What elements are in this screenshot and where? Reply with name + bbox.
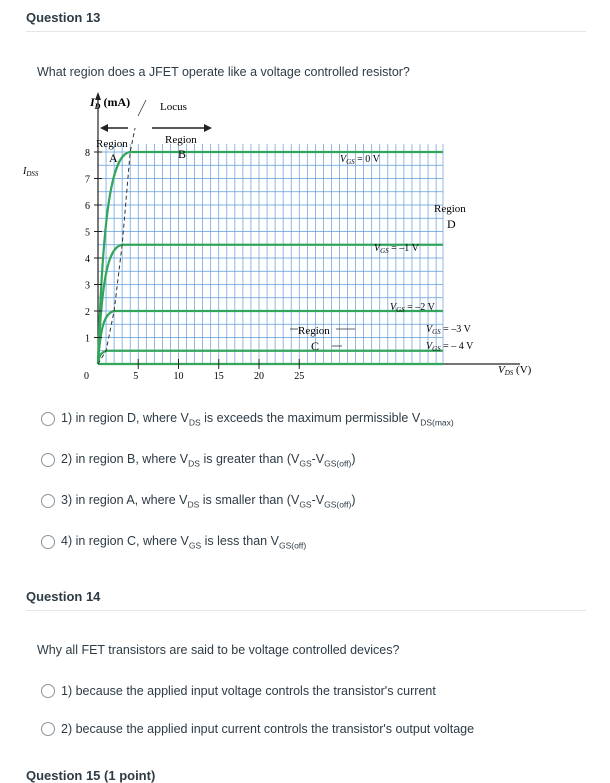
q13-option-1[interactable]: 1) in region D, where $V_{DS}$ is exceeds the maximum permissible $V_{DS(max)}$ [41,410,454,428]
y-tick-label: 8 [85,148,90,159]
x-axis-label: VDS (V) [498,364,532,377]
region-c-label [298,325,330,353]
radio-button[interactable] [41,494,55,508]
q13-option-2[interactable]: 2) in region B, where $V_{DS}$ is greater than $(V_{GS}-V_{GS(off)})$ [41,451,356,469]
radio-button[interactable] [41,722,55,736]
q14-option-1[interactable]: 1) because the applied input voltage controls the transistor's current [41,682,436,700]
region-a-arrowhead [100,124,108,132]
svg-text:C: C [311,339,320,353]
y-tick-label: 1 [85,333,90,345]
y-tick-label: 6 [85,201,90,212]
svg-text:D: D [447,217,456,231]
svg-text:Region: Region [434,203,466,215]
question-14-heading: Question 14 [26,589,101,604]
curve-label-vgs-1: $V_{GS} = -1$ V [374,243,419,255]
svg-text:Region: Region [96,138,128,150]
x-tick-label: 25 [294,371,305,382]
jfet-characteristic-figure [20,88,540,388]
y-axis-label: $I_D$ (mA) [90,95,131,111]
idss-label: $I_{DSS}$ [23,166,39,178]
x-tick-label: 10 [173,371,184,382]
characteristic-curve [98,351,443,364]
q13-option-4[interactable]: 4) in region C, where $V_{GS}$ is less than $V_{GS(off)}$ [41,533,306,551]
radio-button[interactable] [41,412,55,426]
x-tick-label: 15 [213,371,224,382]
divider [26,610,586,611]
locus-label: Locus [160,101,187,113]
y-tick-label: 3 [85,280,90,292]
divider [26,31,586,32]
svg-text:Region: Region [298,325,330,337]
locus-pointer-line [138,100,146,116]
svg-text:Region: Region [165,134,197,146]
radio-button[interactable] [41,684,55,698]
curve-label-vgs-3: $V_{GS} = -3$ V [426,324,471,336]
question-14-text: Why all FET transistors are said to be voltage controlled devices? [37,643,400,657]
q13-option-3[interactable]: 3) in region A, where $V_{DS}$ is smaller than $(V_{GS}-V_{GS(off)})$ [41,492,356,510]
y-tick-label: 7 [85,174,90,186]
chart-axes [95,92,540,364]
radio-button[interactable] [41,535,55,549]
region-b-arrowhead [204,124,212,132]
region-b-label [165,134,197,161]
y-tick-label: 4 [85,254,90,265]
svg-text:B: B [178,147,187,161]
question-13-heading: Question 13 [26,10,101,25]
region-d-label [434,203,466,231]
curve-label-vgs-2: $V_{GS} = -2$ V [390,302,435,314]
q14-option-2[interactable]: 2) because the applied input current controls the transistor's output voltage [41,720,474,738]
radio-button[interactable] [41,453,55,467]
question-15-heading: Question 15 (1 point) [26,768,156,783]
curve-label-vgs-0: $V_{GS} = 0$ V [340,154,380,166]
x-tick-label: 20 [254,371,264,382]
chart-ticks [84,148,304,382]
svg-text:A: A [109,151,118,165]
x-tick-label: 5 [133,371,139,382]
chart-grid [98,144,443,364]
x-tick-label: 0 [84,371,89,382]
curve-label-vgs-4: $V_{GS}$ = – 4 V [426,341,474,353]
question-13-text: What region does a JFET operate like a voltage controlled resistor? [37,65,410,79]
y-tick-label: 2 [85,307,90,318]
y-tick-label: 5 [85,227,90,239]
